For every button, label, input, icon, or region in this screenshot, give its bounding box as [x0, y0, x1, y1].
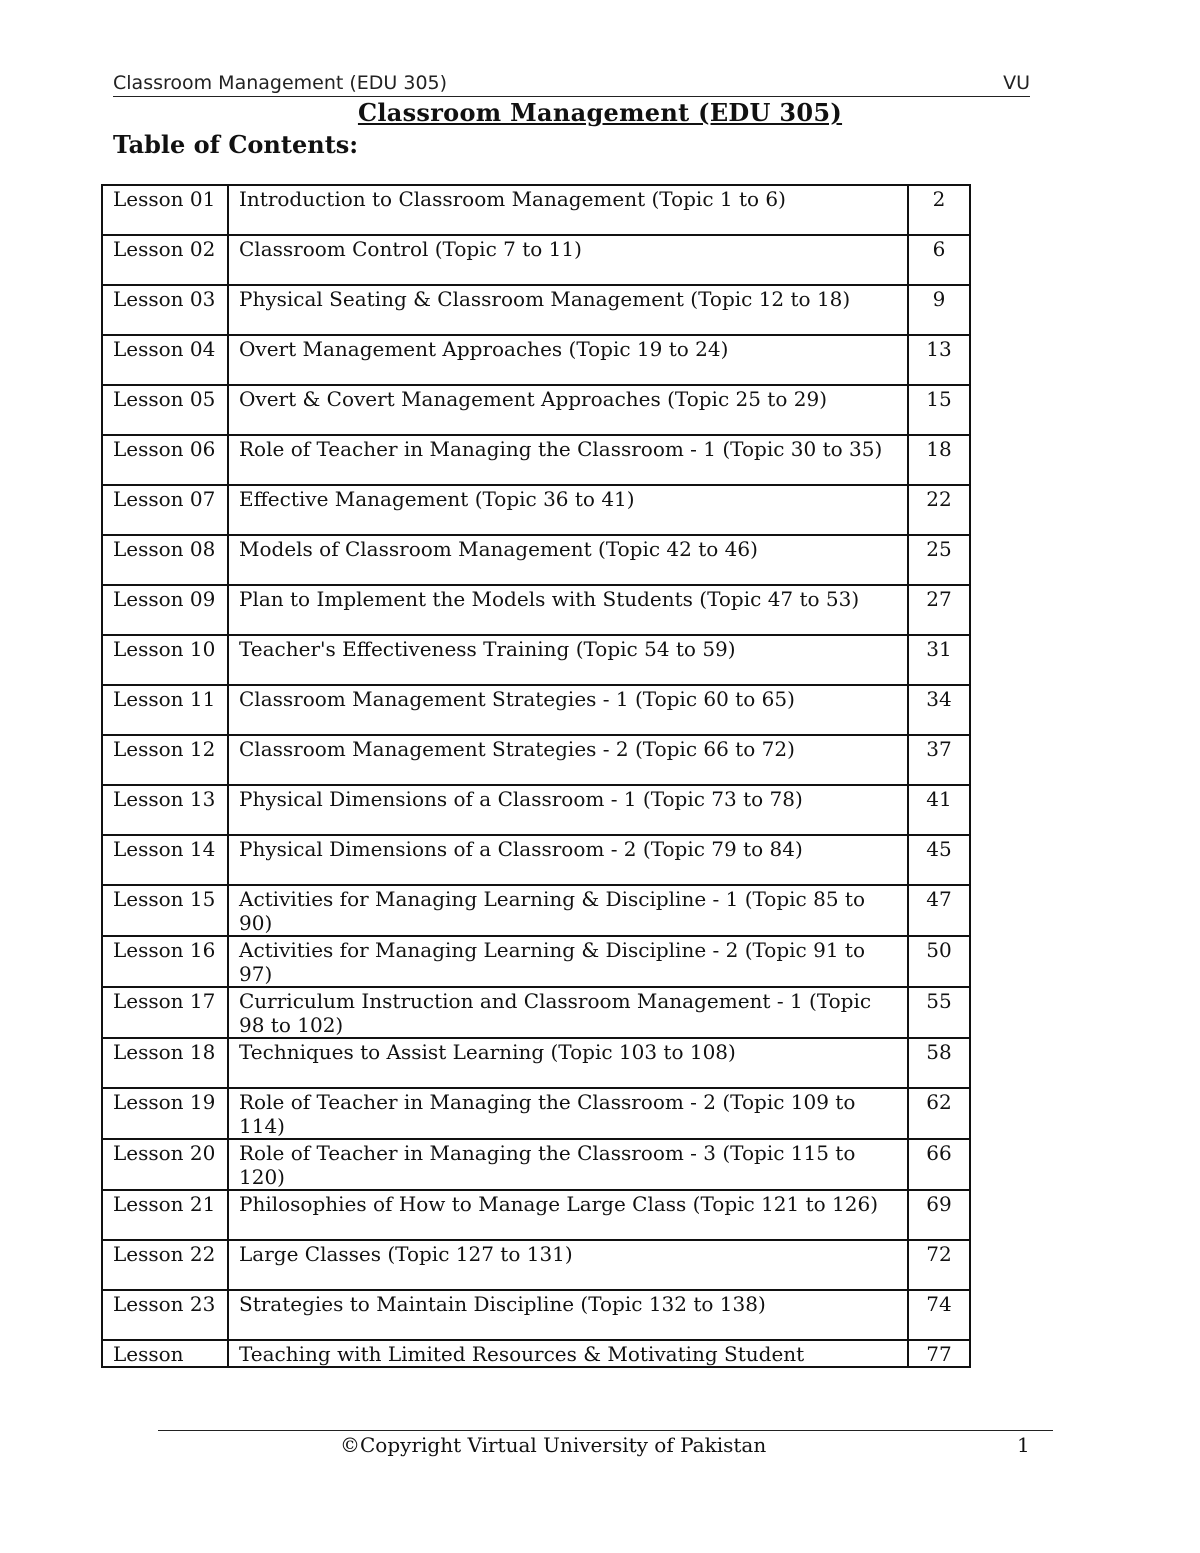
toc-title-cell: Strategies to Maintain Discipline (Topic 132 to 138) [228, 1290, 908, 1340]
toc-row [102, 185, 970, 235]
toc-title-cell: Activities for Managing Learning & Discipline - 1 (Topic 85 to 90) [228, 885, 908, 936]
toc-body [102, 185, 970, 1367]
toc-lesson-cell: Lesson 01 [102, 185, 228, 235]
toc-page-cell: 55 [908, 987, 970, 1038]
toc-row [102, 335, 970, 385]
toc-row [102, 585, 970, 635]
toc-row [102, 285, 970, 335]
toc-title-cell: Techniques to Assist Learning (Topic 103 to 108) [228, 1038, 908, 1088]
header-university-code: VU [1003, 72, 1030, 94]
running-header [113, 70, 1030, 97]
toc-page-cell: 58 [908, 1038, 970, 1088]
toc-heading: Table of Contents: [113, 130, 359, 159]
toc-row [102, 1038, 970, 1088]
toc-page-cell: 72 [908, 1240, 970, 1290]
toc-page-cell: 27 [908, 585, 970, 635]
toc-row [102, 835, 970, 885]
toc-title-cell: Classroom Management Strategies - 2 (Topic 66 to 72) [228, 735, 908, 785]
toc-row [102, 785, 970, 835]
toc-lesson-cell: Lesson 02 [102, 235, 228, 285]
toc-row [102, 235, 970, 285]
toc-title-cell: Physical Seating & Classroom Management (Topic 12 to 18) [228, 285, 908, 335]
toc-page-cell: 15 [908, 385, 970, 435]
toc-title-cell: Teaching with Limited Resources & Motivating Student [228, 1340, 908, 1367]
toc-title-cell: Classroom Control (Topic 7 to 11) [228, 235, 908, 285]
toc-lesson-cell: Lesson 06 [102, 435, 228, 485]
toc-lesson-cell: Lesson 04 [102, 335, 228, 385]
toc-title-cell: Overt & Covert Management Approaches (Topic 25 to 29) [228, 385, 908, 435]
toc-title-cell: Role of Teacher in Managing the Classroom - 1 (Topic 30 to 35) [228, 435, 908, 485]
toc-lesson-cell: Lesson 20 [102, 1139, 228, 1190]
toc-page-cell: 31 [908, 635, 970, 685]
toc-lesson-cell: Lesson 23 [102, 1290, 228, 1340]
toc-row [102, 885, 970, 936]
toc-page-cell: 69 [908, 1190, 970, 1240]
toc-page-cell: 6 [908, 235, 970, 285]
toc-row [102, 1340, 970, 1367]
toc-page-cell: 77 [908, 1340, 970, 1367]
toc-row [102, 385, 970, 435]
toc-page-cell: 41 [908, 785, 970, 835]
toc-page-cell: 37 [908, 735, 970, 785]
toc-page-cell: 62 [908, 1088, 970, 1139]
toc-lesson-cell: Lesson 12 [102, 735, 228, 785]
toc-row [102, 1088, 970, 1139]
toc-title-cell: Plan to Implement the Models with Students (Topic 47 to 53) [228, 585, 908, 635]
toc-title-cell: Classroom Management Strategies - 1 (Topic 60 to 65) [228, 685, 908, 735]
toc-lesson-cell: Lesson 13 [102, 785, 228, 835]
footer-copyright: ©Copyright Virtual University of Pakistan [340, 1433, 767, 1457]
toc-row [102, 485, 970, 535]
toc-page-cell: 34 [908, 685, 970, 735]
toc-title-cell: Effective Management (Topic 36 to 41) [228, 485, 908, 535]
toc-title-cell: Philosophies of How to Manage Large Class (Topic 121 to 126) [228, 1190, 908, 1240]
toc-page-cell: 18 [908, 435, 970, 485]
toc-title-cell: Introduction to Classroom Management (Topic 1 to 6) [228, 185, 908, 235]
toc-lesson-cell: Lesson 09 [102, 585, 228, 635]
toc-row [102, 1139, 970, 1190]
toc-lesson-cell: Lesson 08 [102, 535, 228, 585]
footer-page-number: 1 [1017, 1433, 1030, 1457]
toc-row [102, 936, 970, 987]
toc-lesson-cell: Lesson 16 [102, 936, 228, 987]
toc-lesson-cell: Lesson 07 [102, 485, 228, 535]
toc-title-cell: Activities for Managing Learning & Discipline - 2 (Topic 91 to 97) [228, 936, 908, 987]
toc-lesson-cell: Lesson 18 [102, 1038, 228, 1088]
footer-rule [158, 1430, 1053, 1431]
toc-row [102, 1190, 970, 1240]
toc-page-cell: 50 [908, 936, 970, 987]
toc-lesson-cell: Lesson 10 [102, 635, 228, 685]
toc-title-cell: Role of Teacher in Managing the Classroom - 3 (Topic 115 to 120) [228, 1139, 908, 1190]
toc-page-cell: 9 [908, 285, 970, 335]
toc-row [102, 735, 970, 785]
toc-title-cell: Curriculum Instruction and Classroom Management - 1 (Topic 98 to 102) [228, 987, 908, 1038]
toc-row [102, 1290, 970, 1340]
toc-table [101, 184, 971, 1368]
toc-title-cell: Role of Teacher in Managing the Classroom - 2 (Topic 109 to 114) [228, 1088, 908, 1139]
toc-lesson-cell: Lesson 19 [102, 1088, 228, 1139]
toc-title-cell: Large Classes (Topic 127 to 131) [228, 1240, 908, 1290]
toc-page-cell: 25 [908, 535, 970, 585]
toc-lesson-cell: Lesson 03 [102, 285, 228, 335]
toc-row [102, 685, 970, 735]
toc-page-cell: 22 [908, 485, 970, 535]
toc-lesson-cell: Lesson 21 [102, 1190, 228, 1240]
toc-page-cell: 2 [908, 185, 970, 235]
document-title: Classroom Management (EDU 305) [357, 98, 843, 127]
toc-row [102, 535, 970, 585]
toc-row [102, 435, 970, 485]
toc-row [102, 1240, 970, 1290]
toc-lesson-cell: Lesson 15 [102, 885, 228, 936]
toc-lesson-cell: Lesson 05 [102, 385, 228, 435]
toc-page-cell: 13 [908, 335, 970, 385]
toc-page-cell: 47 [908, 885, 970, 936]
toc-title-cell: Overt Management Approaches (Topic 19 to 24) [228, 335, 908, 385]
toc-title-cell: Teacher's Effectiveness Training (Topic 54 to 59) [228, 635, 908, 685]
toc-title-cell: Physical Dimensions of a Classroom - 1 (Topic 73 to 78) [228, 785, 908, 835]
toc-title-cell: Physical Dimensions of a Classroom - 2 (Topic 79 to 84) [228, 835, 908, 885]
toc-row [102, 987, 970, 1038]
toc-page-cell: 45 [908, 835, 970, 885]
toc-lesson-cell: Lesson 11 [102, 685, 228, 735]
toc-lesson-cell: Lesson 17 [102, 987, 228, 1038]
toc-lesson-cell: Lesson 14 [102, 835, 228, 885]
toc-title-cell: Models of Classroom Management (Topic 42 to 46) [228, 535, 908, 585]
toc-row [102, 635, 970, 685]
toc-lesson-cell: Lesson [102, 1340, 228, 1367]
toc-page-cell: 74 [908, 1290, 970, 1340]
toc-lesson-cell: Lesson 22 [102, 1240, 228, 1290]
toc-page-cell: 66 [908, 1139, 970, 1190]
header-course-title: Classroom Management (EDU 305) [113, 72, 448, 94]
